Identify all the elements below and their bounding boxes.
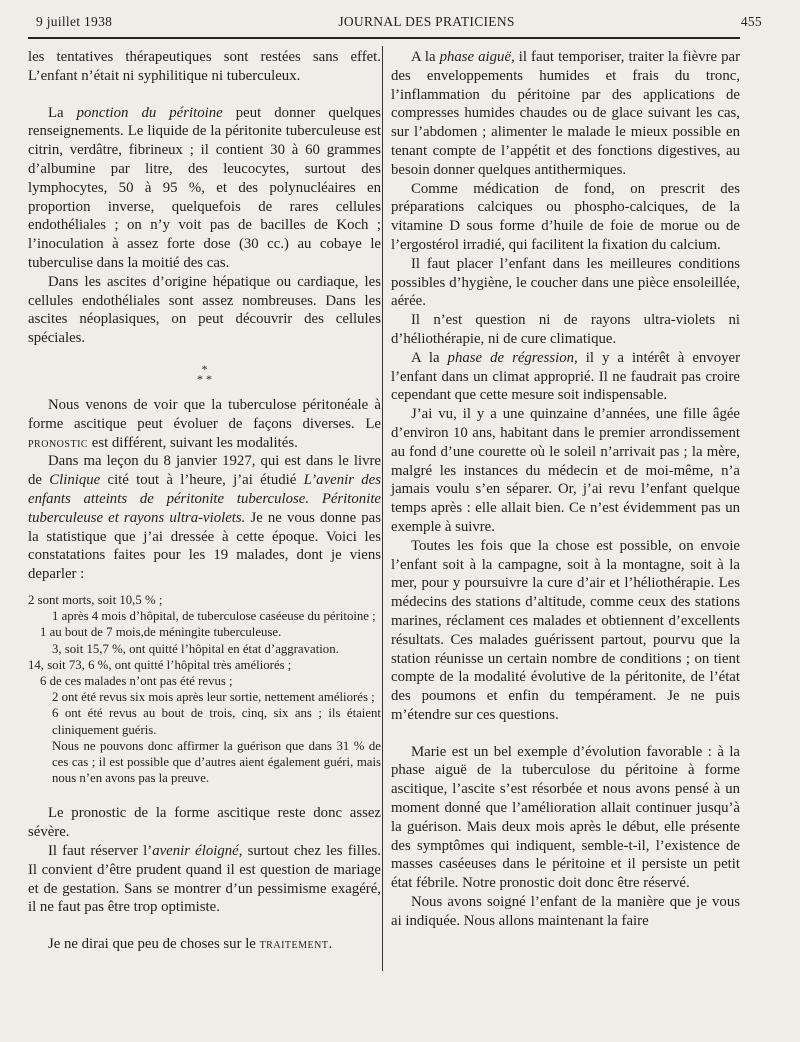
paragraph: Il n’est question ni de rayons ultra-violets ni d’héliothérapie, ni de cure climatique. (391, 312, 740, 347)
column-divider (382, 46, 383, 971)
paragraph: Nous avons soigné l’enfant de la manière que je vous ai indiquée. Nous allons maintenant la faire (391, 894, 740, 929)
paragraph: A la phase aiguë, il faut temporiser, traiter la fièvre par des enveloppements humides et frais du tronc, l’inflammation du péritoine par des applications de compresses humides chaudes ou de glace suivant les cas, sur l’abdomen ; alimenter le malade le mieux possible en tenant compte de l’appétit et des fonctions digestives, au besoin donner quelques antithermiques. (391, 49, 740, 178)
paragraph: les tentatives thérapeutiques sont restées sans effet. L’enfant n’était ni syphilitique ni tuberculeux. (28, 49, 381, 84)
statistics-list-item: Nous ne pouvons donc affirmer la guérison que dans 31 % de ces cas ; il est possible que d’autres aient également guéri, mais nous n’en avons pas la preuve. (52, 738, 381, 786)
paragraph: La ponction du péritoine peut donner quelques renseignements. Le liquide de la péritonite tuberculeuse est citrin, verdâtre, fibrineux ; il contient 30 à 60 grammes d’albumine par litre, des leucocytes, surtout des lymphocytes, 50 à 95 %, et des polynucléaires en proportion inverse, quelquefois de rares cellules endothéliales ; on n’y voit pas de bacilles de Koch ; l’inoculation à assez forte dose (30 cc.) au cobaye le tuberculise dans la moitié des cas. (28, 104, 382, 271)
emphasis: ponction du péritoine (76, 104, 223, 121)
statistics-list-item: 6 de ces malades n’ont pas été revus ; (40, 673, 233, 688)
statistics-list-item: 6 ont été revus au bout de trois, cinq, six ans ; ils étaient cliniquement guéris. (52, 706, 381, 737)
section-separator-stars: * * * (197, 361, 212, 386)
statistics-list-item: 14, soit 73, 6 %, ont quitté l’hôpital très améliorés ; (28, 657, 292, 672)
small-caps-term: traitement. (259, 936, 333, 953)
book-title: L’avenir des enfants atteints de péritonite tuberculose. Péritonite tuberculeuse et rayons ultra-violets. (28, 472, 381, 526)
paragraph: Marie est un bel exemple d’évolution favorable : à la phase aiguë de la tuberculose du péritoine à forme ascitique, l’ascite s’est résorbée et nous avons pensé à un moment donné que l’amélioration allait continuer jusqu’à la guérison. Mais deux mois après le début, elle présente des symptômes qui indiquent, semble-t-il, l’existence de masses caséeuses dans le péritoine et il persiste un petit état fébrile. Notre pronostic doit donc être réservé. (391, 743, 740, 892)
statistics-list-item: 2 ont été revus six mois après leur sortie, nettement améliorés ; (52, 690, 375, 705)
paragraph: Dans ma leçon du 8 janvier 1927, qui est dans le livre de Clinique cité tout à l’heure, j’ai étudié L’avenir des enfants atteints de péritonite tuberculose. Péritonite tuberculeuse et rayons ultra-violets. Je ne vous donne pas la statistique que j’ai dressée à cette époque. Voici les constatations faites pour les 19 malades, dont je viens deparler : (28, 453, 381, 583)
statistics-list-item: 3, soit 15,7 %, ont quitté l’hôpital en état d’aggravation. (52, 641, 339, 656)
header-page-number: 455 (740, 14, 762, 29)
small-caps-term: pronostic (28, 434, 89, 451)
paragraph: Je ne dirai que peu de choses sur le traitement. (47, 936, 333, 953)
paragraph: A la phase de régression, il y a intérêt à envoyer l’enfant dans un climat approprié. Il ne faudrait pas croire cependant que cette mesure soit indispensable. (391, 349, 740, 404)
header-date: 9 juillet 1938 (36, 14, 113, 29)
header-rule (28, 37, 740, 39)
right-column (391, 48, 740, 931)
paragraph: Toutes les fois que la chose est possible, on envoie l’enfant soit à la campagne, soit à la montagne, soit à la mer, pour y poursuivre la cure d’air et l’héliothérapie. Les médecins des stations d’altitude, comme ceux des stations marines, réclament ces malades et obtiennent d’excellents résultats. Ces malades guérissent partout, pourvu que la station réunisse un certain nombre de conditions ; on tient compte de la modalité évolutive de la péritonite, de l’état des poumons et enfin du tempérament. Je ne puis m’étendre sur ces questions. (391, 537, 740, 723)
statistics-list-item: 1 après 4 mois d’hôpital, de tuberculose caséeuse du péritoine ; (52, 609, 376, 624)
statistics-list-item: 2 sont morts, soit 10,5 % ; (28, 592, 163, 607)
page-header (36, 14, 762, 36)
paragraph: Il faut réserver l’avenir éloigné, surtout chez les filles. Il convient d’être prudent quand il est question de mariage et de gestation. Sans se montrer d’un pessimisme exagéré, il ne faut pas être trop optimiste. (28, 842, 381, 916)
paragraph: Nous venons de voir que la tuberculose péritonéale à forme ascitique peut évoluer de façons diverses. Le pronostic est différent, suivant les modalités. (28, 396, 381, 451)
paragraph: J’ai vu, il y a une quinzaine d’années, une fille âgée d’environ 10 ans, habitant dans le premier arrondissement au fond d’une courette où le soleil n’arrivait pas ; la mère, malgré les instances du médecin et de moi-même, n’a jamais voulu s’en séparer. Or, j’ai revu l’enfant quelque temps après : elle allait bien. Ce n’est évidemment pas un exemple à suivre. (391, 406, 740, 535)
statistics-list-item: 1 au bout de 7 mois,de méningite tuberculeuse. (40, 625, 282, 640)
paragraph: Il faut placer l’enfant dans les meilleures conditions possibles d’hygiène, le coucher dans une pièce ensoleillée, aérée. (391, 255, 740, 310)
statistics-list (28, 592, 381, 786)
paragraph: Le pronostic de la forme ascitique reste donc assez sévère. (28, 805, 381, 841)
left-column (28, 48, 381, 954)
header-journal-title: JOURNAL DES PRATICIENS (338, 14, 515, 29)
paragraph: Dans les ascites d’origine hépatique ou cardiaque, les cellules endothéliales sont assez nombreuses. Dans les ascites néoplasiques, on peut découvrir des cellules spéciales. (28, 273, 381, 347)
paragraph: Comme médication de fond, on prescrit des préparations calciques ou phospho-calciques, de la vitamine D sous forme d’huile de foie de morue ou de l’ergostérol irradié, qui facilitent la fixation du calcium. (391, 180, 740, 253)
